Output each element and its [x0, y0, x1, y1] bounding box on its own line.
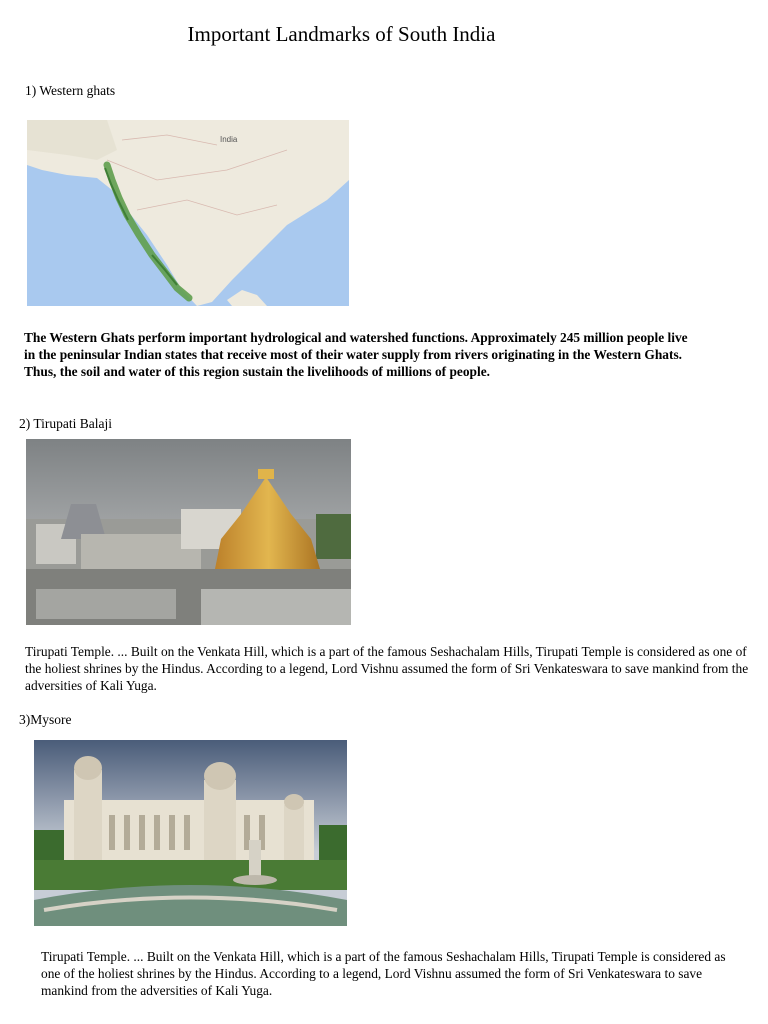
map-label-india: India — [220, 135, 238, 144]
tirupati-temple-photo — [26, 439, 351, 625]
page-title: Important Landmarks of South India — [187, 22, 496, 46]
section-heading-tirupati-balaji: 2) Tirupati Balaji — [19, 416, 113, 431]
mysore-palace-photo — [34, 740, 347, 926]
western-ghats-map-image — [27, 120, 349, 306]
section-heading-mysore: 3)Mysore — [19, 712, 72, 727]
section-paragraph-tirupati-balaji: Tirupati Temple. ... Built on the Venkata Hill, which is a part of the famous Seshachalam Hills, Tirupati Temple is considered as one of the holiest shrines by the Hindus. According to a legend, Lord Vishnu assumed the form of Sri Venkateswara to save mankind from the adversities of Kali Yuga. — [25, 644, 749, 693]
section-paragraph-mysore: Tirupati Temple. ... Built on the Venkata Hill, which is a part of the famous Seshachalam Hills, Tirupati Temple is considered as one of the holiest shrines by the Hindus. According to a legend, Lord Vishnu assumed the form of Sri Venkateswara to save mankind from the adversities of Kali Yuga. — [41, 949, 726, 998]
section-paragraph-western-ghats: The Western Ghats perform important hydrological and watershed functions. Approximately 245 million people live in the peninsular Indian states that receive most of their water supply from rivers originating in the Western Ghats. Thus, the soil and water of this region sustain the livelihoods of millions of people. — [24, 330, 688, 379]
section-heading-western-ghats: 1) Western ghats — [25, 83, 116, 98]
